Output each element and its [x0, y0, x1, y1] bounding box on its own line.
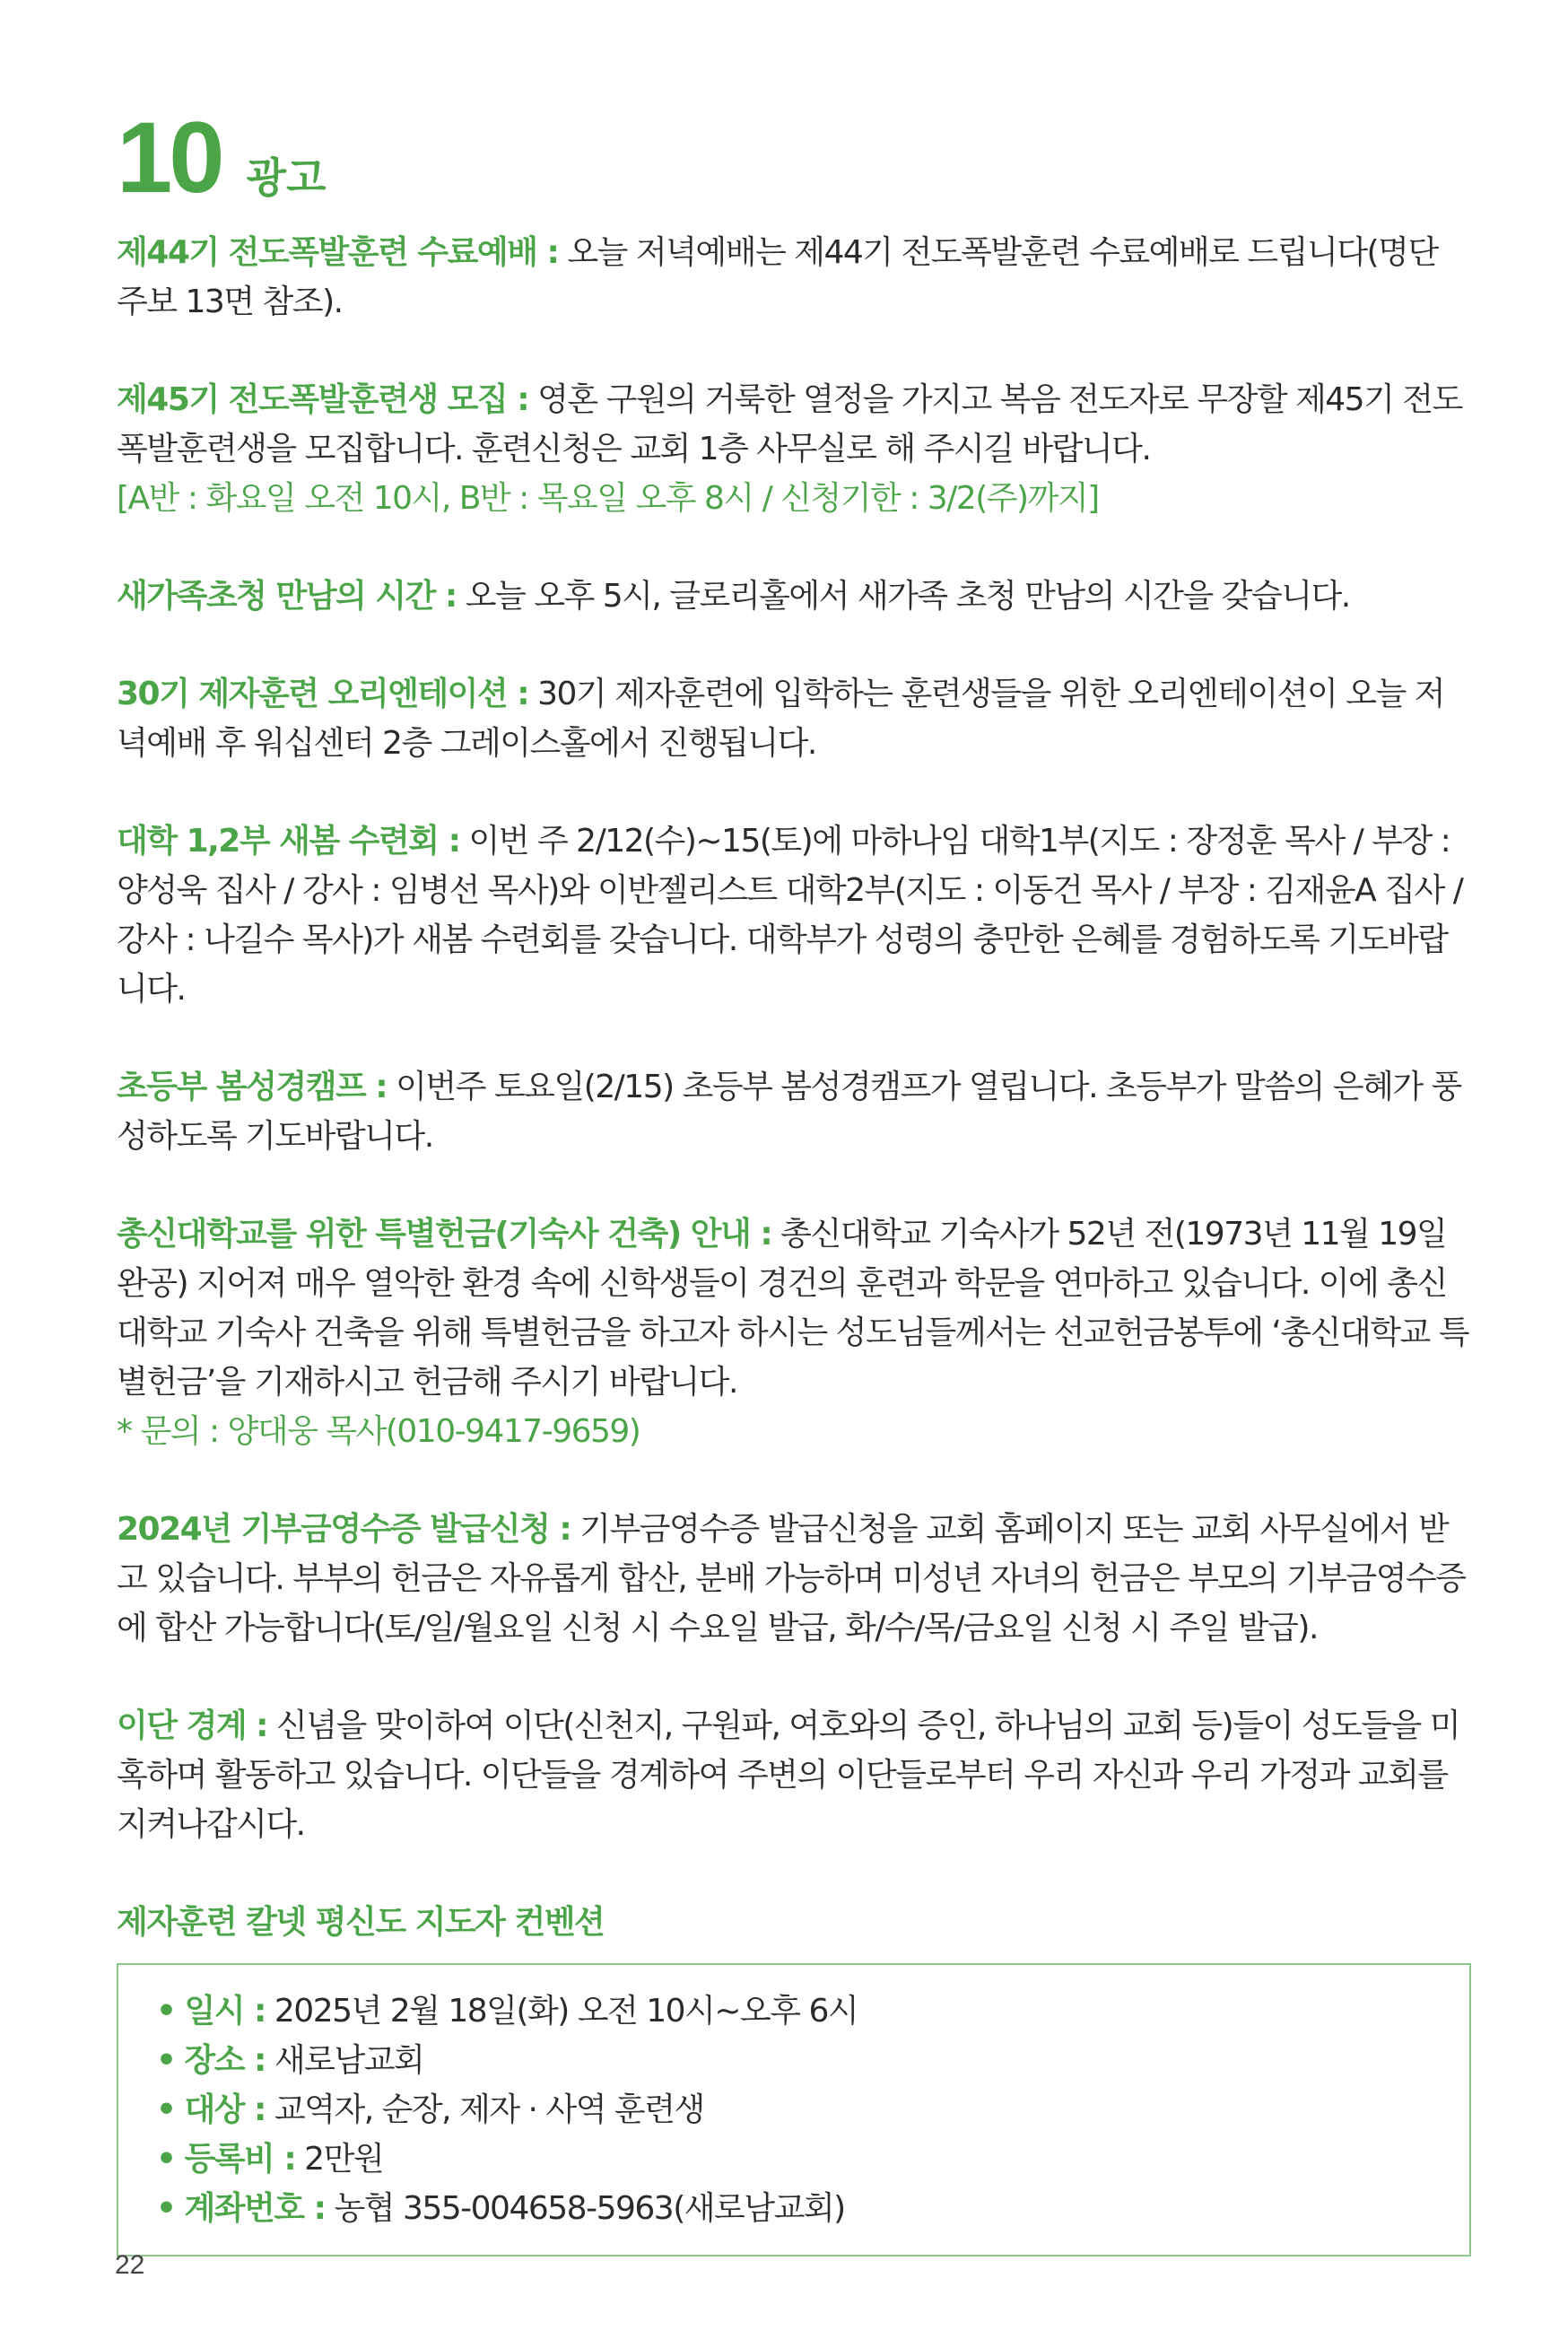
announcement-label: 제44기 전도폭발훈련 수료예배 :	[117, 234, 559, 271]
announcement-item	[117, 228, 1471, 327]
announcement-text: 이번 주 2/12(수)~15(토)에 마하나임 대학1부(지도 : 장정훈 목사 / 부장 : 양성욱 집사 / 강사 : 임병선 목사)와 이반젤리스트 대학2부(지도 : 이동건 목사 / 부장 : 김재윤A 집사 / 강사 : 나길수 목사)가 새봄 수련회를 갖습니다. 대학부가 성령의 충만한 은혜를 경험하도록 기도바랍니다.	[117, 823, 1463, 1008]
announcement-label: 제45기 전도폭발훈련생 모집 :	[117, 381, 529, 418]
bullet-icon: •	[156, 1993, 176, 2030]
convention-key: 계좌번호 :	[184, 2190, 326, 2227]
announcement-item	[117, 1701, 1471, 1849]
announcement-item	[117, 375, 1471, 523]
announcement-label: 초등부 봄성경캠프 :	[117, 1069, 388, 1105]
announcement-text: 신념을 맞이하여 이단(신천지, 구원파, 여호와의 증인, 하나님의 교회 등)들이 성도들을 미혹하며 활동하고 있습니다. 이단들을 경계하여 주변의 이단들로부터 우리 자신과 우리 가정과 교회를 지켜나갑시다.	[117, 1707, 1460, 1843]
convention-title: 제자훈련 칼넷 평신도 지도자 컨벤션	[117, 1904, 605, 1941]
announcement-label: 새가족초청 만남의 시간 :	[117, 578, 457, 615]
section-number: 10	[117, 101, 222, 214]
announcement-text: 오늘 오후 5시, 글로리홀에서 새가족 초청 만남의 시간을 갖습니다.	[456, 578, 1350, 615]
convention-row	[156, 2135, 1469, 2184]
announcement-label: 30기 제자훈련 오리엔테이션 :	[117, 676, 529, 712]
page-number: 22	[115, 2250, 145, 2280]
announcement-item	[117, 1209, 1471, 1456]
announcement-note: * 문의 : 양대웅 목사(010-9417-9659)	[117, 1413, 640, 1450]
section-title: 광고	[246, 153, 327, 202]
convention-key: 대상 :	[184, 2091, 266, 2128]
announcement-item	[117, 1062, 1471, 1161]
convention-row	[156, 1986, 1469, 2036]
bullet-icon: •	[156, 2042, 176, 2079]
convention-value: 2025년 2월 18일(화) 오전 10시~오후 6시	[265, 1993, 858, 2030]
announcement-page	[117, 101, 1471, 2257]
announcement-text: 총신대학교 기숙사가 52년 전(1973년 11월 19일 완공) 지어져 매우 열악한 환경 속에 신학생들이 경건의 훈련과 학문을 연마하고 있습니다. 이에 총신대학교 기숙사 건축을 위해 특별헌금을 하고자 하시는 성도님들께서는 선교헌금봉투에 ‘총신대학교 특별헌금’을 기재하시고 헌금해 주시기 바랍니다.	[117, 1216, 1468, 1401]
convention-row	[156, 2085, 1469, 2135]
bullet-icon: •	[156, 2190, 176, 2227]
announcement-item	[117, 669, 1471, 768]
convention-key: 등록비 :	[184, 2141, 296, 2178]
convention-row	[156, 2036, 1469, 2085]
bullet-icon: •	[156, 2091, 176, 2128]
announcement-text: 영혼 구원의 거룩한 열정을 가지고 복음 전도자로 무장할 제45기 전도폭발훈련생을 모집합니다. 훈련신청은 교회 1층 사무실로 해 주시길 바랍니다.	[117, 381, 1462, 467]
announcement-text: 오늘 저녁예배는 제44기 전도폭발훈련 수료예배로 드립니다(명단 주보 13면 참조).	[117, 234, 1438, 320]
announcement-item	[117, 572, 1471, 621]
convention-row	[156, 2184, 1469, 2233]
announcement-label: 대학 1,2부 새봄 수련회 :	[117, 823, 460, 860]
bullet-icon: •	[156, 2141, 176, 2178]
convention-value: 2만원	[295, 2141, 384, 2178]
announcement-text: 기부금영수증 발급신청을 교회 홈페이지 또는 교회 사무실에서 받고 있습니다. 부부의 헌금은 자유롭게 합산, 분배 가능하며 미성년 자녀의 헌금은 부모의 기부금영수증에 합산 가능합니다(토/일/월요일 신청 시 수요일 발급, 화/수/목/금요일 신청 시 주일 발급).	[117, 1511, 1466, 1646]
convention-value: 농협 355-004658-5963(새로남교회)	[325, 2190, 845, 2227]
announcement-item	[117, 816, 1471, 1014]
convention-value: 교역자, 순장, 제자 · 사역 훈련생	[265, 2091, 704, 2128]
announcement-item	[117, 1505, 1471, 1653]
announcement-label: 2024년 기부금영수증 발급신청 :	[117, 1511, 571, 1548]
convention-value: 새로남교회	[265, 2042, 424, 2079]
convention-key: 일시 :	[184, 1993, 266, 2030]
announcement-text: 30기 제자훈련에 입학하는 훈련생들을 위한 오리엔테이션이 오늘 저녁예배 후 워십센터 2층 그레이스홀에서 진행됩니다.	[117, 676, 1444, 762]
announcement-label: 이단 경계 :	[117, 1707, 268, 1744]
convention-key: 장소 :	[184, 2042, 266, 2079]
announcement-text: 이번주 토요일(2/15) 초등부 봄성경캠프가 열립니다. 초등부가 말씀의 은혜가 풍성하도록 기도바랍니다.	[117, 1069, 1461, 1155]
section-header	[117, 101, 1471, 214]
announcement-note: [A반 : 화요일 오전 10시, B반 : 목요일 오후 8시 / 신청기한 : 3/2(주)까지]	[117, 480, 1099, 517]
convention-info-box	[117, 1963, 1471, 2257]
announcement-label: 총신대학교를 위한 특별헌금(기숙사 건축) 안내 :	[117, 1216, 772, 1253]
